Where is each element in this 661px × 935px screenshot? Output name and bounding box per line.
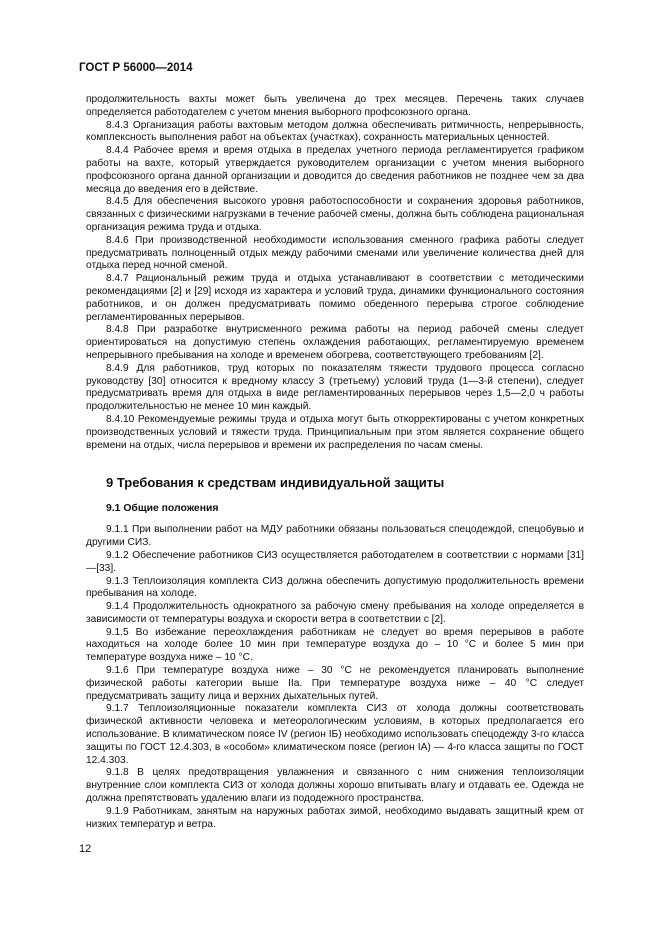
paragraph-8-4-5: 8.4.5 Для обеспечения высокого уровня работоспособности и сохранения здоровья работников, связанных с физическими нагрузками в течение рабочей смены, должна быть соблюдена рациональная организация режима труда и отдыха. (86, 196, 584, 233)
page-number: 12 (79, 843, 92, 855)
paragraph-9-1-2: 9.1.2 Обеспечение работников СИЗ осуществляется работодателем в соответствии с нормами [31]—[33]. (86, 549, 584, 574)
paragraph-8-4-9: 8.4.9 Для работников, труд которых по показателям тяжести трудового процесса согласно руководству [30] относится к вредному классу 3 (третьему) условий труда (1—3-й степени), следует предусматривать время для отдыха в виде регламентированных перерывов через 1,5—2,0 ч работы продолжительностью не менее 10 мин каждый. (86, 362, 584, 413)
paragraph-8-4-4: 8.4.4 Рабочее время и время отдыха в пределах учетного периода регламентируется графиком работы на вахте, который утверждается руководителем организации с учетом мнения выборного профсоюзного органа данной организации и доводится до сведения работников не позднее чем за два месяца до введения его в действие. (86, 145, 584, 195)
paragraph-9-1-8: 9.1.8 В целях предотвращения увлажнения и связанного с ним снижения теплоизоляции внутренние слои комплекта СИЗ от холода должны хорошо впитывать влагу и отдавать ее. Одежда не должна препятствовать удалению влаги из пододежного пространства. (86, 767, 584, 805)
paragraph-8-4-7: 8.4.7 Рациональный режим труда и отдыха устанавливают в соответствии с методическими рекомендациями [2] и [29] исходя из характера и условий труда, динамики функционального состояния работников, и он должен предусматривать помимо обеденного перерыва строгое соблюдение регламентированных перерывов. (86, 273, 584, 323)
paragraph-9-1-7: 9.1.7 Теплоизоляционные показатели комплекта СИЗ от холода должны соответствовать физической активности человека и метеорологическим условиям, в которых предполагается его использование. В климатическом поясе IV (регион IБ) необходимо использовать спецодежду 3-го класса защиты по ГОСТ 12.4.303, в «особом» климатическом поясе (регион IА) — 4-го класса защиты по ГОСТ 12.4.303. (86, 703, 584, 766)
section-heading: 9 Требования к средствам индивидуальной защиты (106, 475, 445, 491)
paragraph-8-4-10: 8.4.10 Рекомендуемые режимы труда и отдыха могут быть откорректированы с учетом конкретных производственных условий и тяжести труда. Принципиальным при этом является сохранение общего времени на отдых, числа перерывов и времени их распределения по часам смены. (86, 413, 584, 451)
paragraph-9-1-5: 9.1.5 Во избежание переохлаждения работникам не следует во время перерывов в работе находиться на холоде более 10 мин при температуре воздуха до – 10 °С и более 5 мин при температуре воздуха ниже – 10 °С. (86, 626, 584, 664)
paragraph-9-1-3: 9.1.3 Теплоизоляция комплекта СИЗ должна обеспечить допустимую продолжительность времени пребывания на холоде. (86, 575, 584, 600)
paragraph-9-1-9: 9.1.9 Работникам, занятым на наружных работах зимой, необходимо выдавать защитный крем от низких температур и ветра. (86, 805, 584, 830)
paragraph-8-4-6: 8.4.6 При производственной необходимости использования сменного графика работы следует предусматривать полноценный отдых между рабочими сменами или увеличение количества дней для отдыха перед ночной сменой. (86, 234, 584, 272)
page-body (86, 94, 584, 831)
paragraph-8-4-8: 8.4.8 При разработке внутрисменного режима работы на период рабочей смены следует ориентироваться на допустимую степень охлаждения работающих, регламентируемую временем непрерывного пребывания на холоде и временем обогрева, соответствующего требованиям [2]. (86, 324, 584, 361)
subsection-heading: 9.1 Общие положения (106, 503, 219, 515)
paragraph-9-1-1: 9.1.1 При выполнении работ на МДУ работники обязаны пользоваться спецодеждой, спецобувью и другими СИЗ. (86, 524, 584, 549)
document-header: ГОСТ Р 56000—2014 (79, 62, 193, 74)
paragraph-9-1-6: 9.1.6 При температуре воздуха ниже – 30 °С не рекомендуется планировать выполнение физической работы категории выше IIа. При температуре воздуха ниже – 40 °С следует предусматривать защиту лица и верхних дыхательных путей. (86, 665, 584, 702)
paragraph-continuation: продолжительность вахты может быть увеличена до трех месяцев. Перечень таких случаев определяется работодателем с учетом мнения выборного профсоюзного органа. (86, 94, 584, 118)
paragraph-9-1-4: 9.1.4 Продолжительность однократного за рабочую смену пребывания на холоде определяется в зависимости от температуры воздуха и скорости ветра в соответствии с [2]. (86, 601, 584, 625)
paragraph-8-4-3: 8.4.3 Организация работы вахтовым методом должна обеспечивать ритмичность, непрерывность, комплексность выполнения работ на объектах (участках), сохранность материальных ценностей. (86, 119, 584, 144)
